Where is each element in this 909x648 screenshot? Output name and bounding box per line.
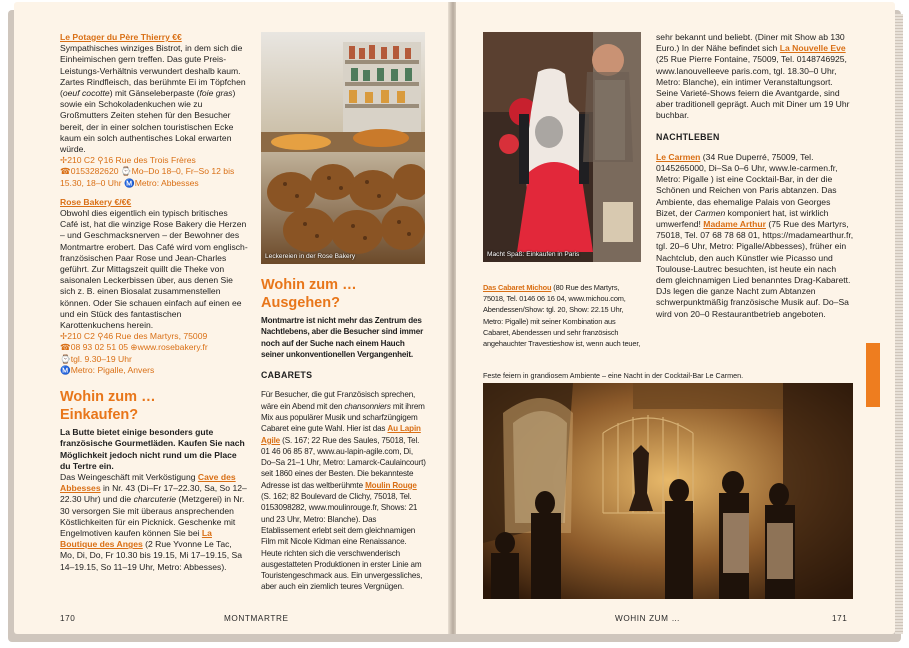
left-column-1	[60, 32, 248, 573]
running-header-left: MONTMARTRE	[224, 614, 289, 623]
page-number-left: 170	[60, 614, 76, 623]
photo-le-carmen	[483, 383, 853, 599]
einkaufen-intro: La Butte bietet einige besonders gute französische Gourmetläden. Kaufen Sie nach Möglichkeit jedoch nicht rund um die Place du Tertre ein.	[60, 427, 245, 471]
bottom-photo-caption: Feste feiern in grandiosem Ambiente – eine Nacht in der Cocktail-Bar Le Carmen.	[483, 371, 744, 380]
venue-info-rose-bakery: ✢210 C2 ⚲46 Rue des Martyrs, 75009 ☎08 93 02 51 05 ⊕www.rosebakery.fr ⌚tgl. 9.30–19 Uhr Ⓜ️Metro: Pigalle, Anvers	[60, 331, 208, 375]
section-einkaufen	[60, 388, 248, 573]
left-page	[14, 2, 450, 634]
photo-rose-bakery	[261, 32, 425, 264]
photo-shopping	[483, 32, 641, 262]
link-madame-arthur[interactable]: Madame Arthur	[703, 219, 767, 230]
left-column-2	[261, 276, 427, 593]
nouvelle-eve-body: sehr bekannt und beliebt. (Diner mit Show ab 130 Euro.) In der Nähe befindet sich La Nouvelle Eve (25 Rue Pierre Fontaine, 75009, Tel. 0148746925, www.lanouvelleeve paris.com, tgl. 18.30–0 Uhr, Metro: Blanche), ein intimer Veranstaltungsort. Seine Varieté-Shows feiern die Avantgarde, sind aber traditionell geprägt. Auch mit Diner um 19 Uhr buchbar.	[656, 32, 850, 121]
ausgehen-intro: Montmartre ist nicht mehr das Zentrum des Nachtlebens, aber die Besucher sind immer noch auf der Suche nach einem Hauch seiner unkonventionellen Vergangenheit.	[261, 316, 424, 359]
link-le-carmen[interactable]: Le Carmen	[656, 151, 701, 162]
le-carmen-illustration	[483, 383, 853, 599]
right-page	[456, 2, 895, 634]
photo-caption-bakery: Leckereien in der Rose Bakery	[265, 253, 356, 260]
running-header-right: WOHIN ZUM …	[615, 614, 681, 623]
page-edge-stack	[895, 14, 903, 634]
link-cabaret-michou[interactable]: Das Cabaret Michou	[483, 283, 552, 292]
bakery-illustration	[261, 32, 425, 264]
heading-ausgehen-1: Wohin zum …	[261, 277, 357, 293]
einkaufen-body: Das Weingeschäft mit Verköstigung Cave des Abbesses in Nr. 43 (Di–Fr 17–22.30, Sa, So 12–22.30 Uhr) und die charcuterie (Metzgerei) in Nr. 30 versorgen Sie mit überaus ansprechenden Köstlichkeiten für ein Picknick. Geschenke mit Engelmotiven kaufen können Sie bei La Boutique des Anges (2 Rue Yvonne Le Tac, Mo, Di, Do, Fr 10.30 bis 19.15, Mi 17–19.15, Sa 14–19.15, So 11–19 Uhr, Metro: Abbesses).	[60, 471, 247, 572]
venue-name-potager[interactable]: Le Potager du Père Thierry €€	[60, 32, 182, 42]
entry-rose-bakery: Rose Bakery €/€€ Obwohl dies eigentlich ein typisch britisches Café ist, hat die winzige Rose Bakery die Herzen – und Geschmacksnerven – der Bewohner des Montmartre erobert. Das Café wird vom englisch-französischen Paar Rose und Jean-Charles geführt. Zur Mittagszeit quillt die Theke von saisonalen Leckerbissen über, aus denen Sie sich z. B. einen Biosalat zusammenstellen können. Oder Sie schauen einfach auf einen ee und ein Stück des fantastischen Karottenkuchens herein.	[60, 196, 248, 331]
venue-info-potager: ✢210 C2 ⚲16 Rue des Trois Frères ☎0153282620 ⌚Mo–Do 18–0, Fr–So 12 bis 15.30, 18–0 Uhr Ⓜ️Metro: Abbesses	[60, 155, 235, 188]
nachtleben-body: Le Carmen (34 Rue Duperré, 75009, Tel. 0145265000, Di–Sa 0–6 Uhr, www.le-carmen.fr, Metro: Pigalle ) ist eine Cocktail-Bar, in der die Schönen und Reichen von Paris abtanzen. Das Ambiente, das ehemalige Palais von Georges Bizet, der Carmen komponiert hat, ist wirklich umwerfend! Madame Arthur (75 Rue des Martyrs, 75018, Tel. 07 68 78 68 01, https://madamearthur.fr, tgl. 20–6 Uhr, Metro: Pigalle/Abbesses), früher ein Nachtclub, den auch Künstler wie Picasso und Toulouse-Lautrec besuchten, ist heute ein nach dem gleichnamigen Lied benanntes Drag-Kabarett. DJs legen die ganze Nacht zum Abtanzen schwerpunktmäßig französische Musik auf. Do–Sa wird von 20–0 Restaurantbetrieb angeboten.	[656, 151, 854, 319]
link-au-lapin-agile[interactable]: Au Lapin Agile	[261, 424, 421, 445]
heading-einkaufen-1: Wohin zum …	[60, 389, 156, 406]
heading-nachtleben: NACHTLEBEN	[656, 131, 720, 142]
chapter-tab-marker	[866, 343, 880, 407]
michou-entry: Das Cabaret Michou (80 Rue des Martyrs, 75018, Tel. 0146 06 16 04, www.michou.com, Abendessen/Show: tgl. 20, Show: 22.15 Uhr, Metro: Pigalle) mit seiner Kombination aus Cabaret, Abendessen und sehr französisch angehauchter Travestieshow ist, wenn auch teuer,	[483, 283, 641, 349]
right-column	[656, 32, 854, 320]
link-la-nouvelle-eve[interactable]: La Nouvelle Eve	[779, 43, 846, 54]
entry-potager: Le Potager du Père Thierry €€ Sympathisches winziges Bistrot, in dem sich die Einheimischen gern treffen. Das gute Preis-Leistungs-Verhältnis verwundert deshalb kaum. Zartes Rindfleisch, das berühmte Ei im Töpfchen (oeuf cocotte) mit Gänseleberpaste (foie gras) sowie ein Schokoladenkuchen wie zu Großmutters Zeiten stehen für den Besucher bereit, der in einer solchen touristischen Ecke kaum ein solch authentisches Lokal erwarten würde.	[60, 32, 246, 155]
link-boutique-des-anges[interactable]: La Boutique des Anges	[60, 527, 212, 550]
link-cave-des-abbesses[interactable]: Cave des Abbesses	[60, 471, 236, 494]
page-number-right: 171	[832, 614, 848, 623]
venue-name-rose-bakery[interactable]: Rose Bakery €/€€	[60, 196, 132, 207]
photo-caption-shopping: Macht Spaß: Einkaufen in Paris	[487, 251, 580, 258]
cabarets-body: Für Besucher, die gut Französisch sprechen, wäre ein Abend mit den chansonniers mit ihrem Mix aus populärer Musik und scharfzüngigem Cabaret eine gute Wahl. Hier ist das Au Lapin Agile (S. 167; 22 Rue des Saules, 75018, Tel. 01 46 06 85 87, www.au-lapin-agile.com, Di, Do–Sa 21–1 Uhr, Metro: Lamarck-Caulaincourt) seit 1860 eines der Besten. Die bekannteste Adresse ist das weltberühmte Moulin Rouge (S. 162; 82 Boulevard de Clichy, 75018, Tel. 0153098282, www.moulinrouge.fr, Shows: 21 und 23 Uhr, Metro: Blanche). Das Etablissement erlebt seit dem gleichnamigen Film mit Nicole Kidman eine Renaissance. Heute richten sich die verschwenderisch ausgestatteten Produktionen in erster Linie am Touristengeschmack aus. Ein unvergessliches, aber auch ein ziemlich teures Vergnügen.	[261, 390, 426, 592]
link-moulin-rouge[interactable]: Moulin Rouge	[365, 480, 417, 490]
heading-einkaufen-2: Einkaufen?	[60, 407, 139, 424]
heading-ausgehen-2: Ausgehen?	[261, 295, 340, 311]
heading-cabarets: CABARETS	[261, 370, 313, 381]
shopping-illustration	[483, 32, 641, 262]
